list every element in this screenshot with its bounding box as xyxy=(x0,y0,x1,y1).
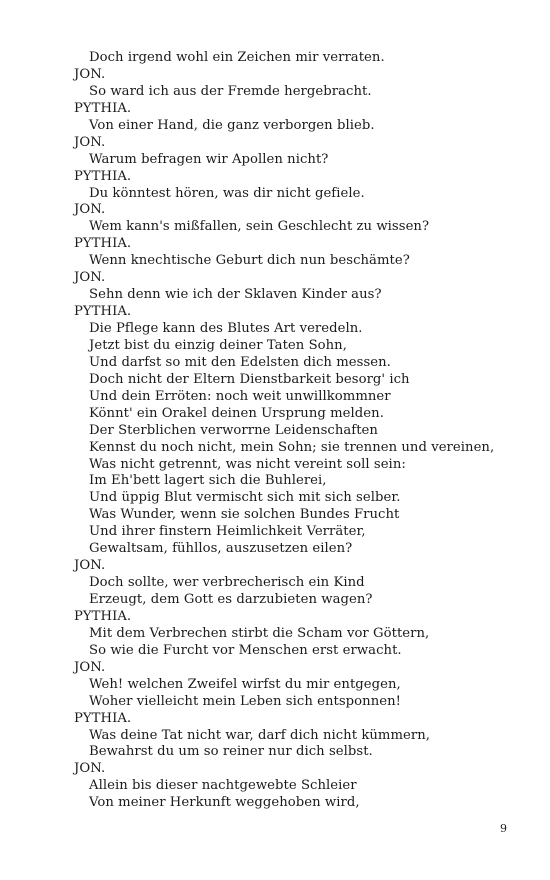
verse-line: Im Eh'bett lagert sich die Buhlerei, xyxy=(89,473,327,489)
verse-line: Und üppig Blut vermischt sich mit sich selber. xyxy=(89,490,401,506)
verse-line: Die Pflege kann des Blutes Art veredeln. xyxy=(89,321,363,336)
page-number: 9 xyxy=(500,822,507,835)
verse-line: So ward ich aus der Fremde hergebracht. xyxy=(89,83,372,99)
verse-line: Warum befragen wir Apollen nicht? xyxy=(89,151,329,167)
speaker-name: JON. xyxy=(74,134,106,150)
verse-line: Was Wunder, wenn sie solchen Bundes Frucht xyxy=(89,507,400,523)
verse-line: So wie die Furcht vor Menschen erst erwacht. xyxy=(89,642,402,658)
speaker-name: JON. xyxy=(74,66,106,82)
speaker-name: PYTHIA. xyxy=(74,236,132,252)
verse-line: Doch sollte, wer verbrecherisch ein Kind xyxy=(89,575,365,591)
play-text xyxy=(74,50,534,812)
speaker-name: JON. xyxy=(74,270,106,286)
verse-line: Doch nicht der Eltern Dienstbarkeit besorg' ich xyxy=(89,371,410,387)
speaker-name: PYTHIA. xyxy=(74,168,132,184)
speaker-name: JON. xyxy=(74,202,106,218)
verse-line: Wem kann's mißfallen, sein Geschlecht zu wissen? xyxy=(89,219,430,235)
speaker-name: PYTHIA. xyxy=(74,100,132,116)
speaker-name: PYTHIA. xyxy=(74,710,132,726)
verse-line: Und ihrer finstern Heimlichkeit Verräter, xyxy=(89,524,366,540)
speaker-name: PYTHIA. xyxy=(74,608,132,624)
verse-line: Mit dem Verbrechen stirbt die Scham vor Göttern, xyxy=(89,625,430,641)
verse-line: Was nicht getrennt, was nicht vereint soll sein: xyxy=(89,456,406,472)
verse-line: Jetzt bist du einzig deiner Taten Sohn, xyxy=(89,337,347,353)
verse-line: Bewahrst du um so reiner nur dich selbst. xyxy=(89,744,373,760)
verse-line: Kennst du noch nicht, mein Sohn; sie trennen und vereinen, xyxy=(89,439,495,455)
verse-line: Was deine Tat nicht war, darf dich nicht kümmern, xyxy=(89,727,431,743)
verse-line: Wenn knechtische Geburt dich nun beschämte? xyxy=(89,253,410,269)
verse-line: Der Sterblichen verworrne Leidenschaften xyxy=(89,422,378,438)
verse-line: Du könntest hören, was dir nicht gefiele. xyxy=(89,185,365,201)
verse-line: Und dein Erröten: noch weit unwillkommner xyxy=(89,388,391,404)
verse-line: Gewaltsam, fühllos, auszusetzen eilen? xyxy=(89,541,353,557)
verse-line: Allein bis dieser nachtgewebte Schleier xyxy=(89,778,357,794)
speaker-name: JON. xyxy=(74,558,106,574)
verse-line: Woher vielleicht mein Leben sich entsponnen! xyxy=(89,693,401,709)
verse-line: Weh! welchen Zweifel wirfst du mir entgegen, xyxy=(89,676,401,692)
verse-line: Von meiner Herkunft weggehoben wird, xyxy=(89,795,360,811)
verse-line: Doch irgend wohl ein Zeichen mir verraten. xyxy=(89,50,385,65)
verse-line: Könnt' ein Orakel deinen Ursprung melden. xyxy=(89,405,384,421)
verse-line: Und darfst so mit den Edelsten dich messen. xyxy=(89,354,391,370)
speaker-name: PYTHIA. xyxy=(74,304,132,320)
verse-line: Von einer Hand, die ganz verborgen blieb. xyxy=(89,117,375,133)
verse-line: Sehn denn wie ich der Sklaven Kinder aus? xyxy=(89,287,382,303)
speaker-name: JON. xyxy=(74,761,106,777)
speaker-name: JON. xyxy=(74,659,106,675)
verse-line: Erzeugt, dem Gott es darzubieten wagen? xyxy=(89,592,373,607)
